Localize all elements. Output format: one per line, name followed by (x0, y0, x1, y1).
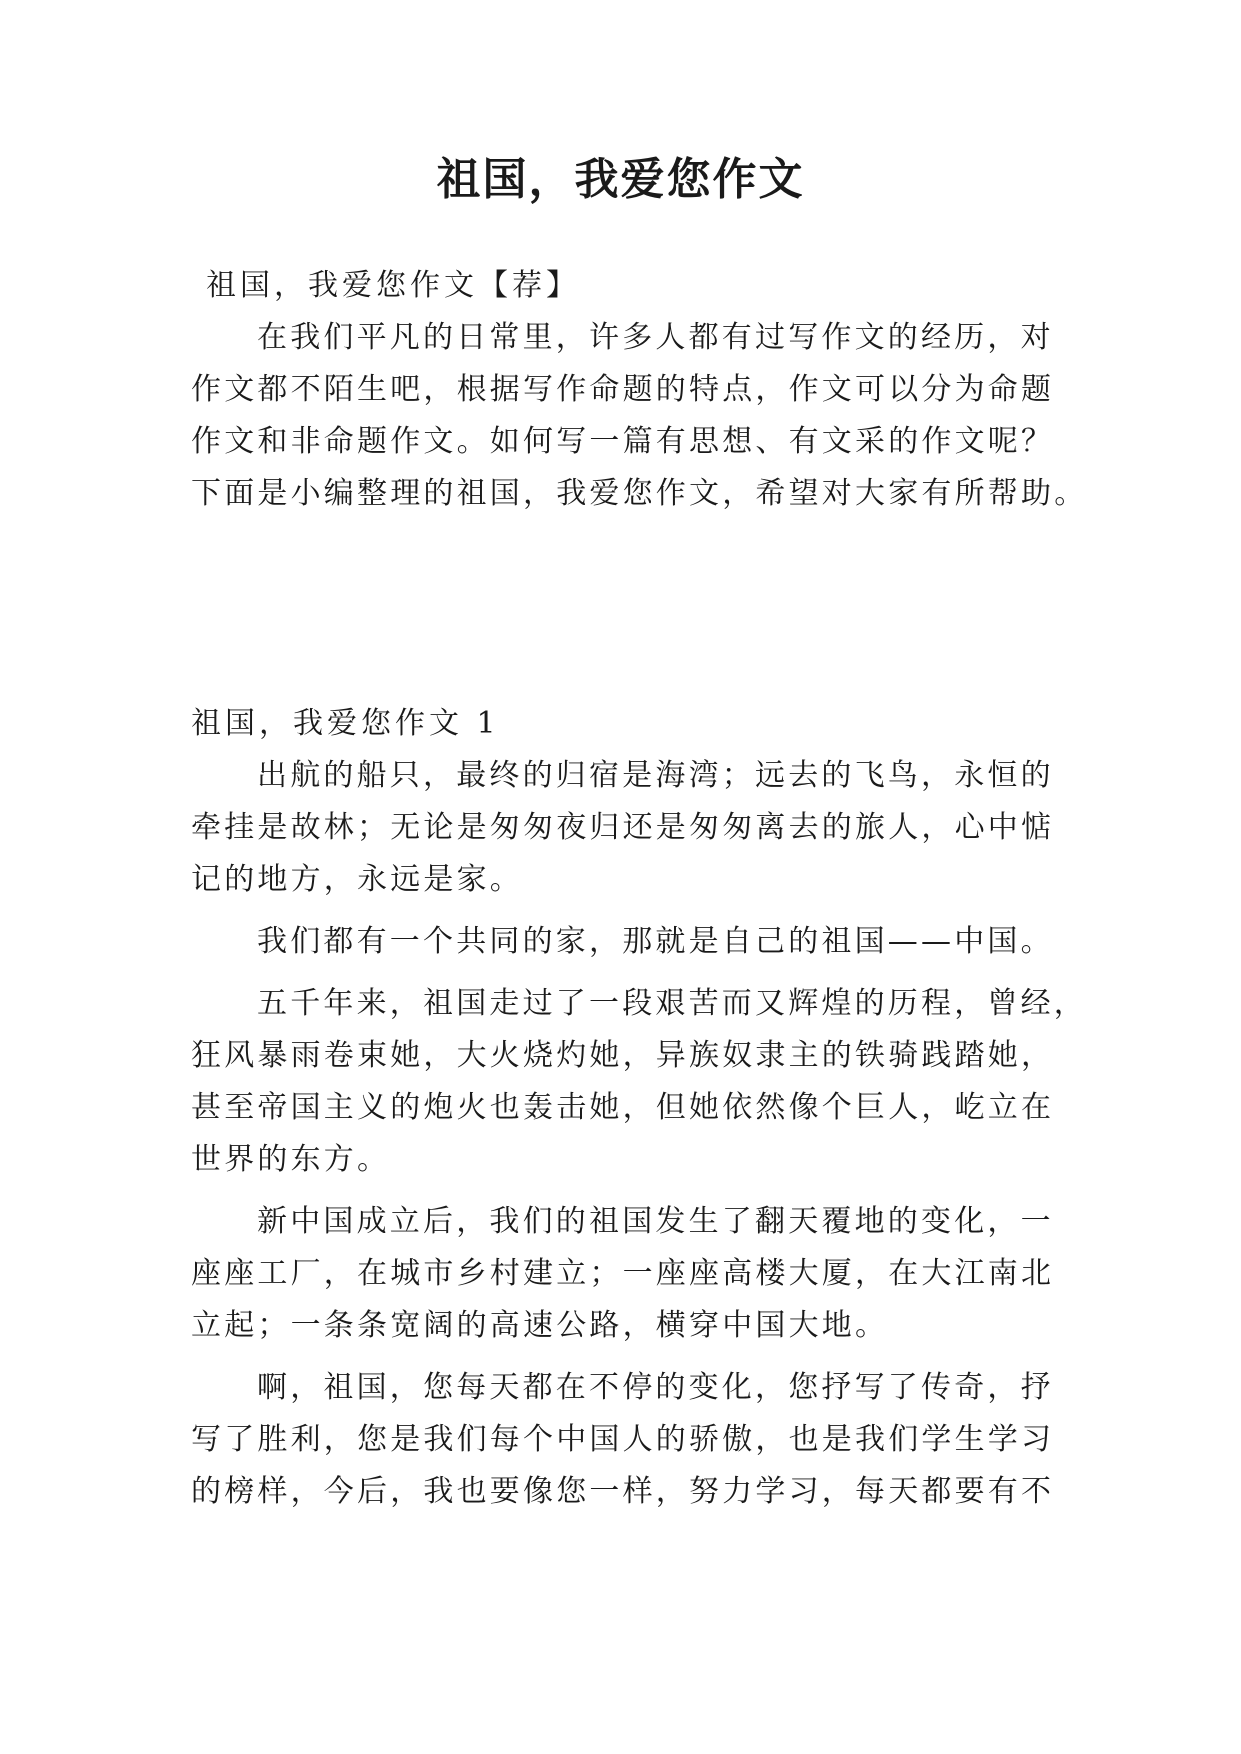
body-line: 世界的东方。 (191, 1142, 391, 1177)
intro-line: 下面是小编整理的祖国，我爱您作文，希望对大家有所帮助。 (191, 476, 1088, 511)
section-heading: 祖国，我爱您作文 1 (191, 706, 500, 741)
body-line: 我们都有一个共同的家，那就是自己的祖国——中国。 (257, 924, 1054, 959)
body-line: 的榜样，今后，我也要像您一样，努力学习，每天都要有不 (191, 1474, 1055, 1509)
intro-line: 作文和非命题作文。如何写一篇有思想、有文采的作文呢？ (191, 424, 1055, 459)
body-line: 立起；一条条宽阔的高速公路，横穿中国大地。 (191, 1308, 889, 1343)
body-line: 出航的船只，最终的归宿是海湾；远去的飞鸟，永恒的 (257, 758, 1054, 793)
body-line: 狂风暴雨卷束她，大火烧灼她，异族奴隶主的铁骑践踏她， (191, 1038, 1055, 1073)
body-line: 甚至帝国主义的炮火也轰击她，但她依然像个巨人，屹立在 (191, 1090, 1055, 1125)
body-line: 记的地方，永远是家。 (191, 862, 523, 897)
body-line: 写了胜利，您是我们每个中国人的骄傲，也是我们学生学习 (191, 1422, 1055, 1457)
document-subtitle: 祖国，我爱您作文【荐】 (206, 268, 580, 303)
body-line: 牵挂是故林；无论是匆匆夜归还是匆匆离去的旅人，心中惦 (191, 810, 1055, 845)
body-line: 啊，祖国，您每天都在不停的变化，您抒写了传奇，抒 (257, 1370, 1054, 1405)
body-line: 座座工厂，在城市乡村建立；一座座高楼大厦，在大江南北 (191, 1256, 1055, 1291)
body-line: 新中国成立后，我们的祖国发生了翻天覆地的变化，一 (257, 1204, 1054, 1239)
document-title: 祖国，我爱您作文 (436, 154, 805, 205)
body-line: 五千年来，祖国走过了一段艰苦而又辉煌的历程，曾经， (257, 986, 1087, 1021)
intro-line: 作文都不陌生吧，根据写作命题的特点，作文可以分为命题 (191, 372, 1055, 407)
intro-line: 在我们平凡的日常里，许多人都有过写作文的经历，对 (257, 320, 1054, 355)
